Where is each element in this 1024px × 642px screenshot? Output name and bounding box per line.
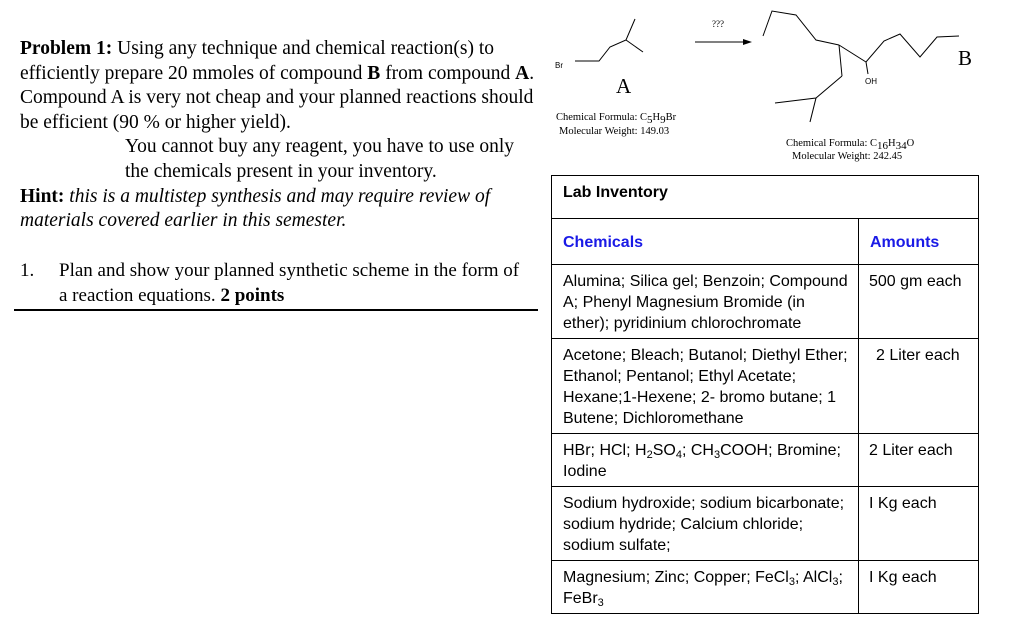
question-number: 1. — [20, 260, 35, 281]
table-row — [552, 265, 979, 339]
amount-cell: 500 gm each — [859, 265, 979, 339]
problem-text-3: . Compound A is very not cheap and your planned reactions should be efficient (90 % or higher yield). — [20, 62, 535, 133]
chem-text: Magnesium; Zinc; Copper; FeCl — [563, 569, 789, 586]
compound-b-mw: Molecular Weight: 242.45 — [792, 151, 903, 162]
arrow-head — [743, 39, 752, 45]
compound-b-left-chain — [763, 11, 839, 45]
bromine-label: Br — [555, 61, 563, 70]
compound-b-structure — [763, 11, 959, 122]
chem-text: ; FeBr — [563, 569, 843, 607]
reaction-scheme — [550, 0, 1024, 175]
compound-b-lower-methyl — [810, 98, 816, 122]
compound-b-ref: B — [367, 62, 381, 84]
chem-subscript: 2 — [646, 449, 653, 461]
formula-b-c: 16 — [877, 140, 888, 152]
compound-a-ref: A — [515, 62, 530, 84]
compound-a-label: A — [616, 74, 632, 98]
formula-a-h: H — [652, 112, 661, 123]
formula-b-prefix: Chemical Formula: C — [786, 138, 877, 149]
question-text: Plan and show your planned synthetic scheme in the form of a reaction equations. — [59, 260, 520, 306]
table-row — [552, 561, 979, 614]
hint-paragraph — [20, 185, 540, 234]
formula-b-h: H — [888, 138, 896, 149]
formula-a-c: 5 — [647, 114, 653, 126]
lab-inventory-table — [551, 175, 979, 614]
formula-a-h-count: 9 — [660, 114, 666, 126]
chem-text: ; CH — [681, 442, 714, 459]
chemicals-cell: Acetone; Bleach; Butanol; Diethyl Ether; Ethanol; Pentanol; Ethyl Acetate; Hexane;1-Hexene; 2- bromo butane; 1 Butene; Dichloromethane — [552, 339, 859, 434]
amount-cell: I Kg each — [859, 561, 979, 614]
chem-text: ; AlCl — [794, 569, 833, 586]
chemicals-cell — [552, 561, 859, 614]
compound-a-structure — [575, 19, 643, 61]
compound-a-mw: Molecular Weight: 149.03 — [559, 126, 670, 137]
chemicals-cell: Alumina; Silica gel; Benzoin; Compound A; Phenyl Magnesium Bromide (in ether); pyridinium chlorochromate — [552, 265, 859, 339]
compound-a-methyl — [626, 40, 643, 52]
reagent-label: ??? — [712, 19, 724, 29]
amount-cell: 2 Liter each — [859, 434, 979, 487]
hint-text: this is a multistep synthesis and may require review of materials covered earlier in this semester. — [20, 185, 491, 232]
answer-divider — [14, 309, 538, 311]
column-header-amounts: Amounts — [859, 219, 979, 265]
compound-b-right-chain — [839, 34, 959, 62]
reaction-arrow — [695, 39, 752, 45]
formula-a-prefix: Chemical Formula: C — [556, 112, 647, 123]
chem-text: COOH; Bromine; Iodine — [563, 442, 841, 480]
chem-subscript: 3 — [788, 576, 795, 588]
inventory-header-row — [552, 219, 979, 265]
chem-subscript: 4 — [675, 449, 682, 461]
problem-paragraph — [20, 37, 540, 135]
compound-b-formula — [786, 137, 914, 151]
chem-subscript: 3 — [832, 576, 839, 588]
table-row — [552, 434, 979, 487]
formula-a-suffix: Br — [665, 112, 677, 123]
chemicals-cell: Sodium hydroxide; sodium bicarbonate; sodium hydride; Calcium chloride; sodium sulfate; — [552, 487, 859, 561]
hint-label: Hint: — [20, 185, 65, 207]
question-points: 2 points — [220, 284, 285, 306]
question-text-block — [59, 259, 529, 308]
hydroxyl-bond — [866, 62, 868, 74]
problem-text-2: from compound — [380, 62, 516, 84]
amount-cell: I Kg each — [859, 487, 979, 561]
chem-subscript: 3 — [713, 449, 721, 461]
compound-a-formula — [556, 111, 676, 125]
problem-text-1: Using any technique and chemical reaction(s) to efficiently prepare 20 mmoles of compound — [20, 38, 494, 84]
problem-title: Problem 1: — [20, 38, 113, 59]
problem-statement — [20, 37, 540, 234]
column-header-chemicals: Chemicals — [552, 219, 859, 265]
problem-text-4: You cannot buy any reagent, you have to use only the chemicals present in your inventory. — [125, 136, 515, 182]
compound-b-branch — [839, 45, 842, 76]
inventory-title-row — [552, 176, 979, 219]
compound-b-label: B — [958, 46, 973, 70]
table-row — [552, 487, 979, 561]
compound-b-lower-chain — [775, 76, 842, 103]
table-row — [552, 339, 979, 434]
inventory-title: Lab Inventory — [552, 176, 979, 219]
chem-subscript: 3 — [597, 597, 604, 609]
hydroxyl-label: OH — [865, 77, 877, 86]
chem-text: HBr; HCl; H — [563, 442, 647, 459]
chemicals-cell — [552, 434, 859, 487]
chem-text: SO — [652, 442, 676, 459]
amount-cell: 2 Liter each — [859, 339, 979, 434]
problem-constraint — [20, 135, 540, 184]
formula-b-h-count: 34 — [895, 140, 907, 152]
formula-b-suffix: O — [906, 138, 915, 149]
